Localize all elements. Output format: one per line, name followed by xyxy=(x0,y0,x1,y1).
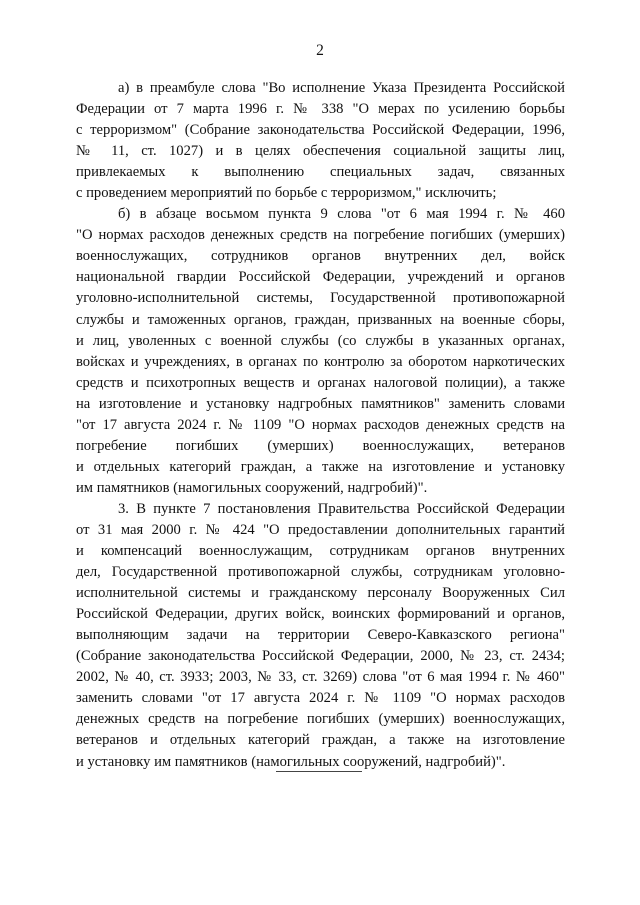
text-line: средств и психотропных веществ и органах налоговой полиции), а также xyxy=(76,374,565,391)
paragraph-a xyxy=(76,78,565,204)
text-line: привлекаемых к выполнению специальных задач, связанных xyxy=(76,164,565,181)
text-line: 2002, № 40, ст. 3933; 2003, № 33, ст. 3269) слова "от 6 мая 1994 г. № 460" xyxy=(76,669,565,686)
text-line: "от 17 августа 2024 г. № 1109 "О нормах расходов денежных средств на xyxy=(76,416,565,433)
text-line: с проведением мероприятий по борьбе с терроризмом," исключить; xyxy=(76,185,497,202)
paragraph-3 xyxy=(76,499,565,773)
text-line: уголовно-исполнительной системы, Государственной противопожарной xyxy=(76,290,565,307)
text-line: денежных средств на погребение погибших (умерших) военнослужащих, xyxy=(76,711,565,728)
text-line: Российской Федерации, других войск, воинских формирований и органов, xyxy=(76,606,565,623)
text-line: службы и таможенных органов, граждан, призванных на военные сборы, xyxy=(76,311,565,328)
text-line: и отдельных категорий граждан, а также на изготовление и установку xyxy=(76,458,565,475)
document-body xyxy=(76,78,565,773)
text-line: исполнительной системы и гражданскому персоналу Вооруженных Сил xyxy=(76,585,565,602)
page-number: 2 xyxy=(316,42,324,59)
text-line: военнослужащих, сотрудников органов внутренних дел, войск xyxy=(76,248,565,265)
text-line: и установку им памятников (намогильных сооружений, надгробий)". xyxy=(76,753,506,770)
text-line: "О нормах расходов денежных средств на погребение погибших (умерших) xyxy=(76,227,565,244)
text-line: и компенсаций военнослужащим, сотрудникам органов внутренних xyxy=(76,543,565,560)
text-line: им памятников (намогильных сооружений, надгробий)". xyxy=(76,479,428,496)
text-line: от 31 мая 2000 г. № 424 "О предоставлении дополнительных гарантий xyxy=(76,521,565,538)
text-line: выполняющим задачи на территории Северо-Кавказского региона" xyxy=(76,627,565,644)
text-line: (Собрание законодательства Российской Федерации, 2000, № 23, ст. 2434; xyxy=(76,648,565,665)
text-line: национальной гвардии Российской Федерации, учреждений и органов xyxy=(76,269,565,286)
paragraph-b xyxy=(76,204,565,499)
text-line: на изготовление и установку надгробных памятников" заменить словами xyxy=(76,395,565,412)
text-line: а) в преамбуле слова "Во исполнение Указа Президента Российской xyxy=(118,80,565,96)
text-line: дел, Государственной противопожарной службы, сотрудникам уголовно- xyxy=(76,564,565,581)
text-line: 3. В пункте 7 постановления Правительства Российской Федерации xyxy=(118,500,565,517)
text-line: ветеранов и отдельных категорий граждан, а также на изготовление xyxy=(76,732,565,749)
text-line: № 11, ст. 1027) и в целях обеспечения социальной защиты лиц, xyxy=(76,143,565,160)
text-line: с терроризмом" (Собрание законодательства Российской Федерации, 1996, xyxy=(76,122,565,139)
text-line: войсках и учреждениях, в органах по контролю за оборотом наркотических xyxy=(76,353,565,370)
text-line: Федерации от 7 марта 1996 г. № 338 "О мерах по усилению борьбы xyxy=(76,101,565,118)
text-line: б) в абзаце восьмом пункта 9 слова "от 6 мая 1994 г. № 460 xyxy=(118,206,565,223)
text-line: и лиц, уволенных с военной службы (со службы в указанных органах, xyxy=(76,332,565,349)
text-line: погребение погибших (умерших) военнослужащих, ветеранов xyxy=(76,437,565,454)
end-divider-line xyxy=(276,771,362,772)
text-line: заменить словами "от 17 августа 2024 г. № 1109 "О нормах расходов xyxy=(76,690,565,707)
